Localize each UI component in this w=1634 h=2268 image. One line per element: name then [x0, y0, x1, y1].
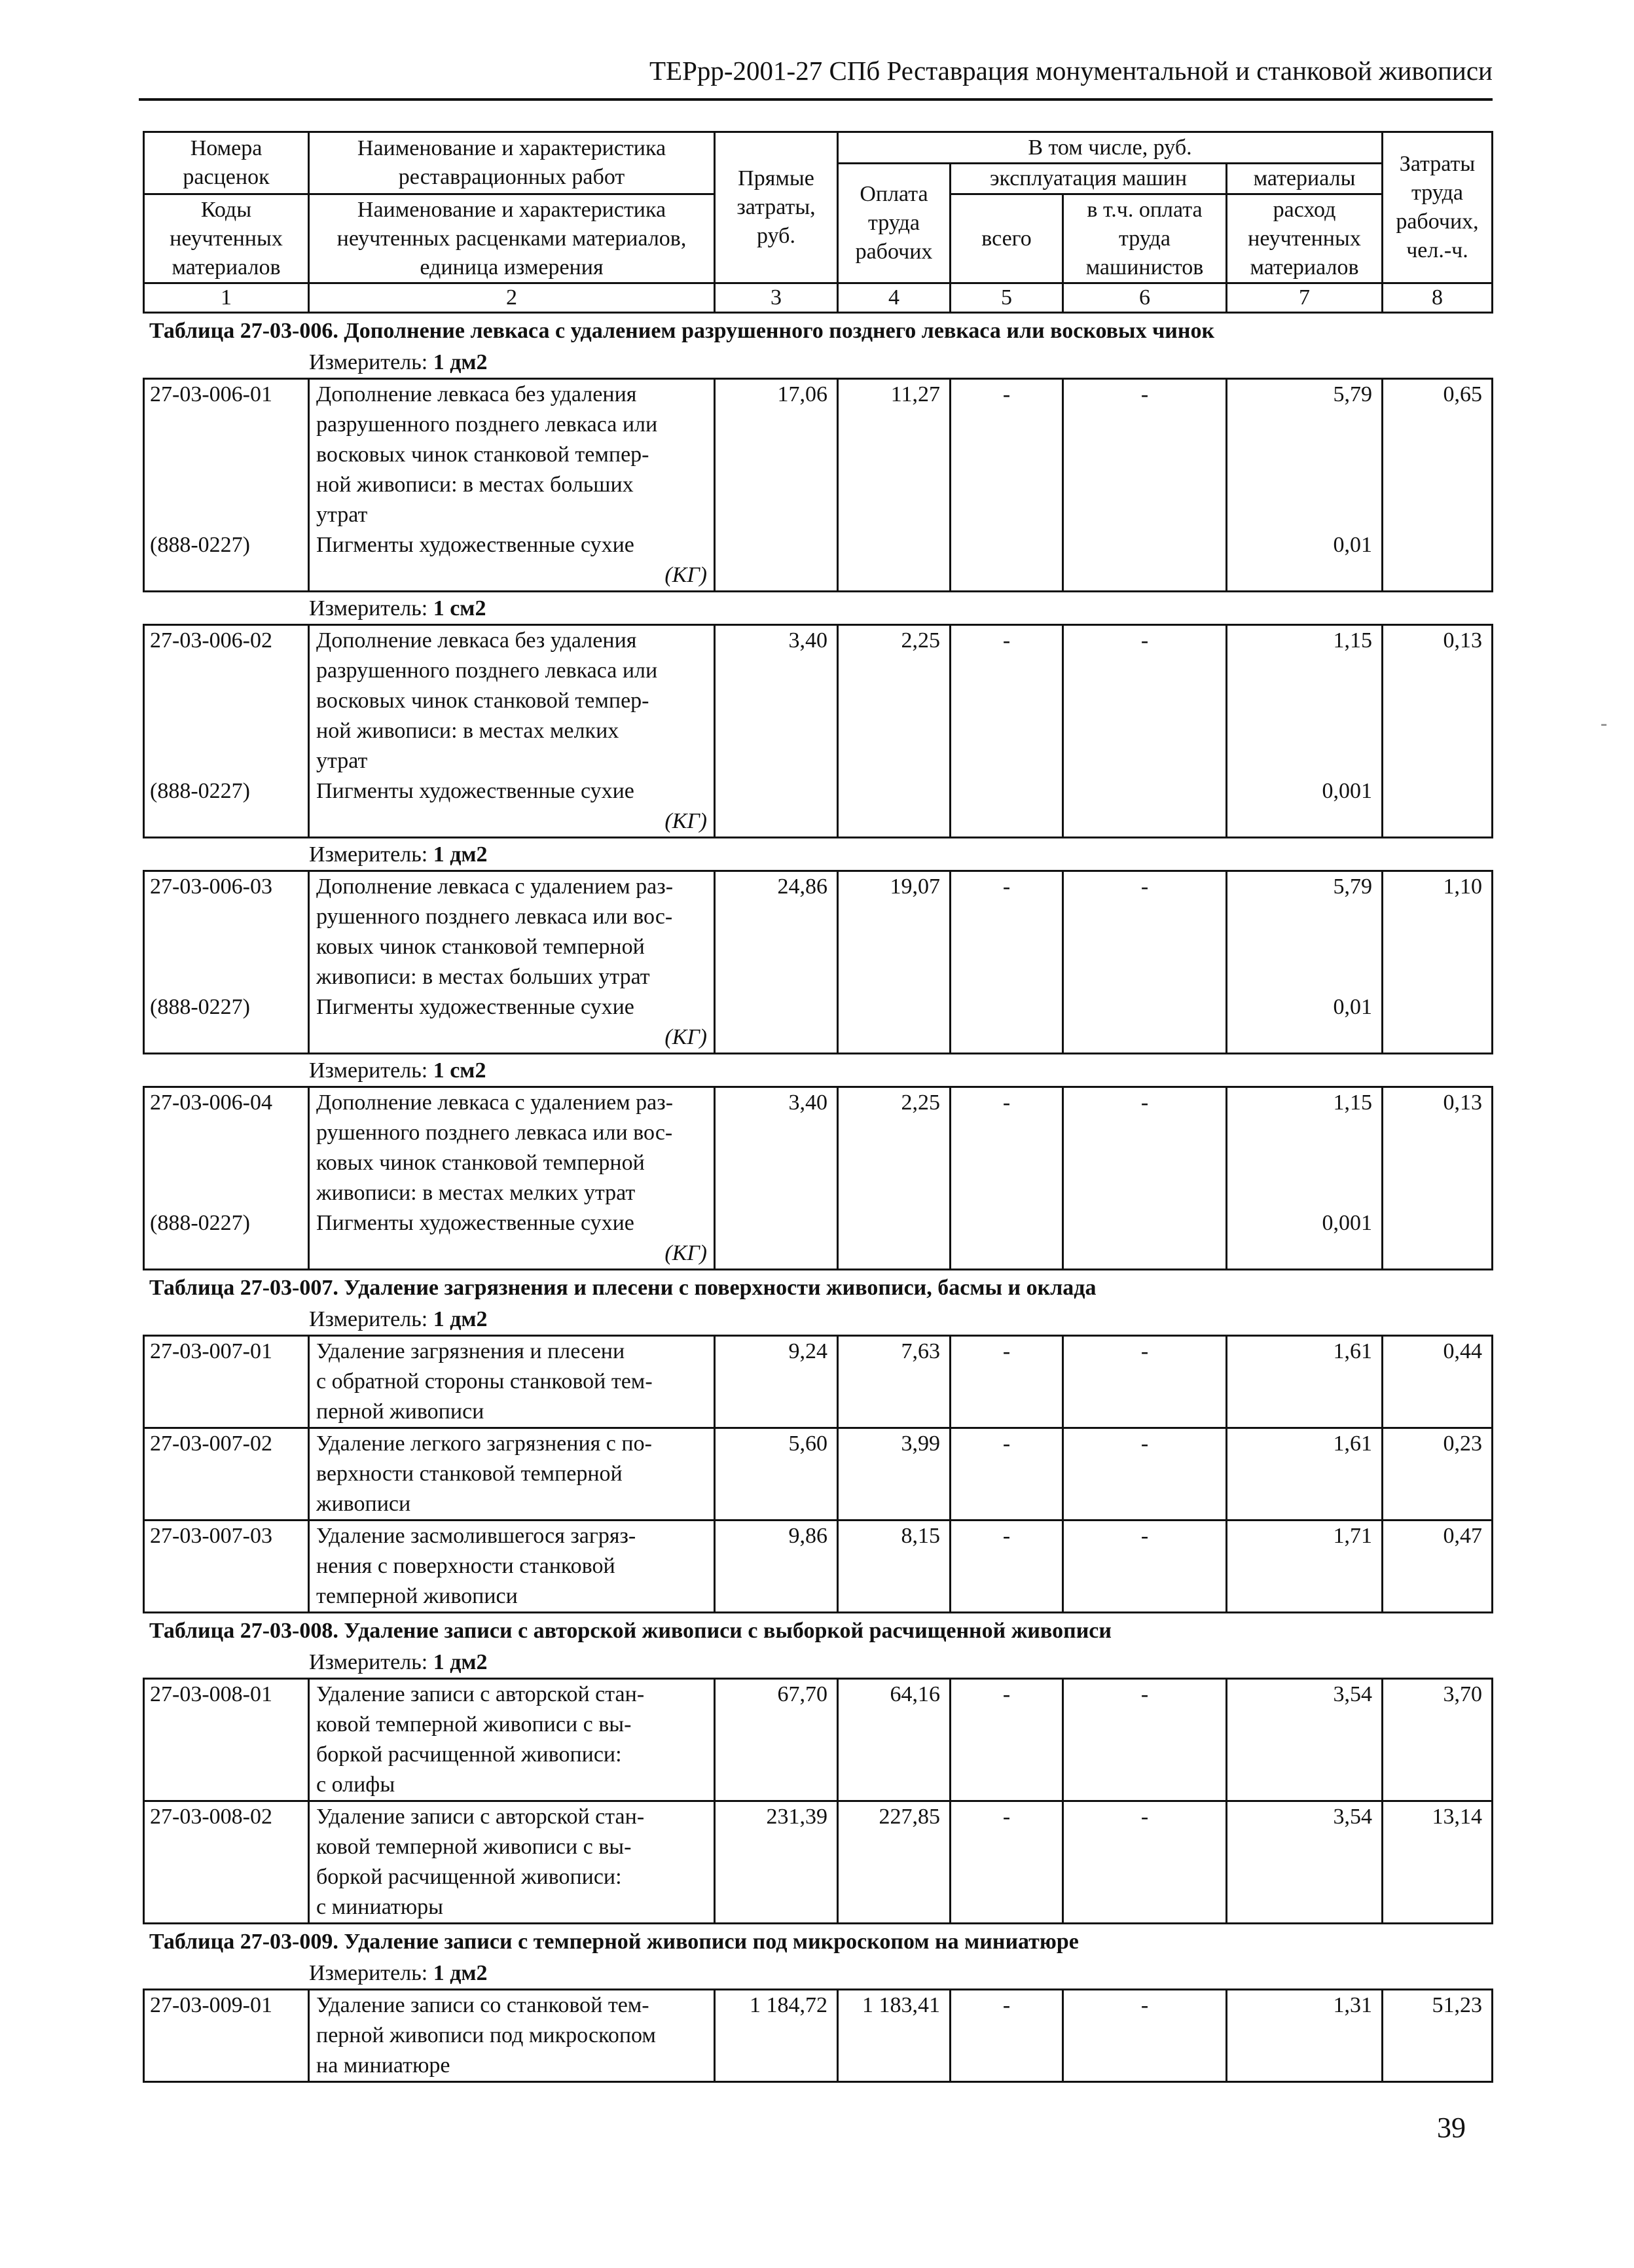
rate-name-line: с олифы: [316, 1773, 395, 1797]
header-labor-costs: Затраты труда рабочих, чел.-ч.: [1383, 132, 1493, 283]
machine-total: [951, 992, 1063, 1054]
rate-name: [309, 1801, 715, 1924]
rate-name-line: живописи: в местах больших утрат: [316, 965, 650, 989]
material-name-text: Пигменты художественные сухие: [316, 995, 634, 1019]
section-title: Таблица 27-03-007. Удаление загрязнения и плесени с поверхности живописи, басмы и оклада: [149, 1276, 1097, 1300]
rate-row: [144, 379, 1493, 531]
col-number: 7: [1227, 283, 1383, 313]
rate-name-line: ной живописи: в местах больших: [316, 473, 634, 497]
rate-code: 27-03-006-02: [144, 625, 309, 777]
rate-code: 27-03-006-04: [144, 1087, 309, 1209]
labor-costs: [1383, 1208, 1493, 1270]
rate-code: 27-03-008-02: [144, 1801, 309, 1924]
materials-cost: 1,15: [1227, 1087, 1383, 1209]
col-number: 3: [715, 283, 838, 313]
rate-name: [309, 1990, 715, 2082]
rate-name: [309, 379, 715, 531]
rates-table: [143, 1335, 1493, 1613]
rate-row: [144, 1990, 1493, 2082]
rates-table: [143, 378, 1493, 592]
machine-incl-pay: [1063, 530, 1227, 592]
materials-cost: 1,61: [1227, 1428, 1383, 1521]
machine-incl-pay: -: [1063, 1087, 1227, 1209]
material-row: [144, 776, 1493, 838]
section-title: Таблица 27-03-006. Дополнение левкаса с удалением разрушенного позднего левкаса или восковых чинок: [149, 319, 1215, 343]
measure-line: [143, 594, 1491, 624]
col-number: 6: [1063, 283, 1227, 313]
header-title: ТЕРрр-2001-27 СПб Реставрация монументальной и станковой живописи: [649, 56, 1493, 86]
rate-code: 27-03-006-03: [144, 871, 309, 993]
material-name: [309, 992, 715, 1054]
material-unit: (КГ): [664, 1241, 707, 1265]
material-name: [309, 776, 715, 838]
material-row: [144, 1208, 1493, 1270]
rate-name-line: темперной живописи: [316, 1584, 518, 1608]
measure-line: [143, 1958, 1491, 1989]
header-codes-unaccounted: Коды неучтенных материалов: [144, 194, 309, 283]
rate-name-line: Дополнение левкаса с удалением раз-: [316, 874, 674, 899]
labor-costs: 3,70: [1383, 1679, 1493, 1801]
col-number: 8: [1383, 283, 1493, 313]
measure-label: Измеритель:: [309, 1058, 428, 1083]
rate-name-line: Удаление записи с авторской стан-: [316, 1682, 645, 1706]
materials-cost: 5,79: [1227, 871, 1383, 993]
material-row: [144, 992, 1493, 1054]
material-unit: (КГ): [664, 563, 707, 587]
direct-costs: 3,40: [715, 1087, 838, 1209]
measure-line: [143, 1305, 1491, 1335]
material-code: (888-0227): [144, 992, 309, 1054]
rate-name-line: Удаление загрязнения и плесени: [316, 1339, 625, 1363]
machine-total: -: [951, 1521, 1063, 1613]
material-name: [309, 1208, 715, 1270]
rate-code: 27-03-007-02: [144, 1428, 309, 1521]
rate-name-line: боркой расчищенной живописи:: [316, 1865, 622, 1889]
header-including: В том числе, руб.: [838, 132, 1383, 164]
rate-name: [309, 1428, 715, 1521]
direct-costs: 9,86: [715, 1521, 838, 1613]
direct-costs: 24,86: [715, 871, 838, 993]
header-machine-ops: эксплуатация машин: [951, 164, 1227, 194]
material-unit: (КГ): [664, 1025, 707, 1049]
rate-name-line: Дополнение левкаса с удалением раз-: [316, 1090, 674, 1115]
rate-row: [144, 1679, 1493, 1801]
labor-costs: 0,13: [1383, 625, 1493, 777]
rate-name-line: рушенного позднего левкаса или вос-: [316, 905, 673, 929]
rate-name-line: Удаление засмолившегося загряз-: [316, 1524, 636, 1548]
document-body: [143, 131, 1491, 2084]
material-qty: 0,01: [1227, 530, 1383, 592]
rate-name-line: восковых чинок станковой темпер-: [316, 689, 649, 713]
labor-costs: 1,10: [1383, 871, 1493, 993]
rate-row: [144, 1087, 1493, 1209]
machine-incl-pay: -: [1063, 1428, 1227, 1521]
labor-pay: 2,25: [838, 1087, 951, 1209]
section-title: Таблица 27-03-009. Удаление записи с темперной живописи под микроскопом на миниатюре: [149, 1930, 1079, 1954]
machine-incl-pay: -: [1063, 625, 1227, 777]
sections-container: [143, 315, 1491, 2083]
header-direct-costs: Прямые затраты, руб.: [715, 132, 838, 283]
margin-mark: [1601, 724, 1607, 726]
labor-pay: [838, 992, 951, 1054]
rate-name-line: Удаление записи со станковой тем-: [316, 1993, 649, 2017]
measure-line: [143, 840, 1491, 870]
rate-code: 27-03-007-01: [144, 1336, 309, 1428]
measure-label: Измеритель:: [309, 596, 428, 621]
labor-pay: 64,16: [838, 1679, 951, 1801]
machine-incl-pay: -: [1063, 379, 1227, 531]
measure-label: Измеритель:: [309, 842, 428, 867]
rate-row: [144, 625, 1493, 777]
material-unit: (КГ): [664, 809, 707, 833]
labor-pay: 3,99: [838, 1428, 951, 1521]
labor-costs: 13,14: [1383, 1801, 1493, 1924]
rate-row: [144, 1521, 1493, 1613]
header-machine-incl-pay: в т.ч. оплата труда машинистов: [1063, 194, 1227, 283]
material-name: [309, 530, 715, 592]
machine-total: [951, 1208, 1063, 1270]
material-qty: 0,01: [1227, 992, 1383, 1054]
rate-name-line: боркой расчищенной живописи:: [316, 1742, 622, 1767]
machine-total: -: [951, 379, 1063, 531]
labor-pay: 8,15: [838, 1521, 951, 1613]
machine-incl-pay: -: [1063, 1801, 1227, 1924]
section-title: Таблица 27-03-008. Удаление записи с авторской живописи с выборкой расчищенной живописи: [149, 1619, 1112, 1643]
header-name-works: Наименование и характеристика реставрационных работ: [309, 132, 715, 194]
measure-value: 1 дм2: [433, 1961, 488, 1985]
rates-table: [143, 1678, 1493, 1924]
machine-total: -: [951, 1679, 1063, 1801]
labor-pay: [838, 776, 951, 838]
labor-pay: 2,25: [838, 625, 951, 777]
labor-costs: 0,65: [1383, 379, 1493, 531]
material-code: (888-0227): [144, 1208, 309, 1270]
measure-value: 1 дм2: [433, 842, 488, 867]
labor-costs: [1383, 530, 1493, 592]
labor-costs: 0,44: [1383, 1336, 1493, 1428]
measure-label: Измеритель:: [309, 350, 428, 374]
machine-incl-pay: -: [1063, 871, 1227, 993]
measure-value: 1 дм2: [433, 350, 488, 374]
labor-costs: 51,23: [1383, 1990, 1493, 2082]
rate-name-line: нения с поверхности станковой: [316, 1554, 615, 1578]
machine-total: -: [951, 1801, 1063, 1924]
measure-value: 1 см2: [433, 596, 486, 621]
labor-pay: 1 183,41: [838, 1990, 951, 2082]
header-name-unaccounted: Наименование и характеристика неучтенных расценками материалов, единица измерения: [309, 194, 715, 283]
machine-incl-pay: -: [1063, 1679, 1227, 1801]
col-number: 4: [838, 283, 951, 313]
labor-pay: 7,63: [838, 1336, 951, 1428]
machine-incl-pay: [1063, 992, 1227, 1054]
rate-name-line: перной живописи: [316, 1399, 484, 1424]
rate-name-line: Дополнение левкаса без удаления: [316, 628, 637, 653]
measure-line: [143, 348, 1491, 378]
rate-name-line: разрушенного позднего левкаса или: [316, 658, 658, 683]
labor-costs: [1383, 776, 1493, 838]
measure-value: 1 дм2: [433, 1650, 488, 1674]
col-number: 1: [144, 283, 309, 313]
rate-name: [309, 1336, 715, 1428]
machine-total: -: [951, 1087, 1063, 1209]
header-num-codes: Номера расценок: [144, 132, 309, 194]
machine-total: -: [951, 1990, 1063, 2082]
rates-table: [143, 1989, 1493, 2083]
rate-name-line: ковых чинок станковой темперной: [316, 1151, 645, 1175]
machine-total: [951, 776, 1063, 838]
machine-total: -: [951, 625, 1063, 777]
measure-value: 1 дм2: [433, 1307, 488, 1331]
rate-name: [309, 1679, 715, 1801]
direct-costs: 17,06: [715, 379, 838, 531]
material-name-text: Пигменты художественные сухие: [316, 779, 634, 803]
labor-pay: 19,07: [838, 871, 951, 993]
measure-label: Измеритель:: [309, 1961, 428, 1985]
materials-cost: 1,31: [1227, 1990, 1383, 2082]
machine-total: [951, 530, 1063, 592]
machine-total: -: [951, 1336, 1063, 1428]
header-materials: материалы: [1227, 164, 1383, 194]
rate-name-line: Удаление легкого загрязнения с по-: [316, 1431, 652, 1456]
rate-name-line: с обратной стороны станковой тем-: [316, 1369, 653, 1394]
materials-cost: 3,54: [1227, 1801, 1383, 1924]
col-number: 2: [309, 283, 715, 313]
materials-cost: 3,54: [1227, 1679, 1383, 1801]
rate-row: [144, 1801, 1493, 1924]
materials-cost: 1,61: [1227, 1336, 1383, 1428]
materials-cost: 1,15: [1227, 625, 1383, 777]
measure-label: Измеритель:: [309, 1650, 428, 1674]
direct-costs: 3,40: [715, 625, 838, 777]
measure-value: 1 см2: [433, 1058, 486, 1083]
rate-name: [309, 625, 715, 777]
rate-row: [144, 871, 1493, 993]
measure-line: [143, 1647, 1491, 1678]
rate-name: [309, 871, 715, 993]
rate-name-line: ковой темперной живописи с вы-: [316, 1712, 632, 1737]
rate-code: 27-03-008-01: [144, 1679, 309, 1801]
machine-incl-pay: -: [1063, 1990, 1227, 2082]
rate-name-line: рушенного позднего левкаса или вос-: [316, 1121, 673, 1145]
material-qty: 0,001: [1227, 1208, 1383, 1270]
direct-costs: 231,39: [715, 1801, 838, 1924]
col-number: 5: [951, 283, 1063, 313]
rate-name-line: на миниатюре: [316, 2053, 450, 2078]
rate-name-line: живописи: в местах мелких утрат: [316, 1181, 636, 1205]
material-code: (888-0227): [144, 530, 309, 592]
measure-label: Измеритель:: [309, 1307, 428, 1331]
rate-name-line: ной живописи: в местах мелких: [316, 719, 619, 743]
rate-row: [144, 1336, 1493, 1428]
labor-pay: 11,27: [838, 379, 951, 531]
page-header: [139, 51, 1493, 101]
rates-table: [143, 1086, 1493, 1270]
labor-costs: [1383, 992, 1493, 1054]
rate-name-line: Дополнение левкаса без удаления: [316, 382, 637, 406]
direct-costs: 1 184,72: [715, 1990, 838, 2082]
rate-name-line: ковой темперной живописи с вы-: [316, 1835, 632, 1859]
materials-cost: 5,79: [1227, 379, 1383, 531]
material-code: (888-0227): [144, 776, 309, 838]
rate-name-line: восковых чинок станковой темпер-: [316, 442, 649, 467]
rate-name-line: ковых чинок станковой темперной: [316, 935, 645, 959]
direct-costs: [715, 1208, 838, 1270]
direct-costs: [715, 530, 838, 592]
material-name-text: Пигменты художественные сухие: [316, 533, 634, 557]
materials-cost: 1,71: [1227, 1521, 1383, 1613]
direct-costs: 67,70: [715, 1679, 838, 1801]
direct-costs: [715, 992, 838, 1054]
header-labor-pay: Оплата труда рабочих: [838, 164, 951, 283]
rate-code: 27-03-007-03: [144, 1521, 309, 1613]
labor-costs: 0,23: [1383, 1428, 1493, 1521]
material-qty: 0,001: [1227, 776, 1383, 838]
labor-costs: 0,47: [1383, 1521, 1493, 1613]
labor-pay: [838, 530, 951, 592]
rate-name-line: верхности станковой темперной: [316, 1462, 623, 1486]
machine-total: -: [951, 1428, 1063, 1521]
measure-line: [143, 1056, 1491, 1086]
rates-table: [143, 870, 1493, 1054]
direct-costs: 5,60: [715, 1428, 838, 1521]
rates-table: [143, 624, 1493, 838]
column-header-table: [143, 131, 1493, 314]
machine-incl-pay: [1063, 776, 1227, 838]
labor-pay: [838, 1208, 951, 1270]
rate-name-line: разрушенного позднего левкаса или: [316, 412, 658, 437]
labor-costs: 0,13: [1383, 1087, 1493, 1209]
header-materials-usage: расход неучтенных материалов: [1227, 194, 1383, 283]
labor-pay: 227,85: [838, 1801, 951, 1924]
rate-name-line: перной живописи под микроскопом: [316, 2023, 656, 2047]
material-name-text: Пигменты художественные сухие: [316, 1211, 634, 1235]
machine-incl-pay: [1063, 1208, 1227, 1270]
machine-incl-pay: -: [1063, 1521, 1227, 1613]
material-row: [144, 530, 1493, 592]
machine-incl-pay: -: [1063, 1336, 1227, 1428]
rate-name-line: с миниатюры: [316, 1895, 444, 1919]
machine-total: -: [951, 871, 1063, 993]
rate-name: [309, 1087, 715, 1209]
rate-name-line: живописи: [316, 1492, 411, 1516]
header-machine-total: всего: [951, 194, 1063, 283]
rate-name-line: утрат: [316, 749, 368, 773]
rate-name: [309, 1521, 715, 1613]
rate-code: 27-03-006-01: [144, 379, 309, 531]
rate-row: [144, 1428, 1493, 1521]
rate-name-line: Удаление записи с авторской стан-: [316, 1805, 645, 1829]
rate-name-line: утрат: [316, 503, 368, 527]
page-number: 39: [1437, 2112, 1466, 2144]
rate-code: 27-03-009-01: [144, 1990, 309, 2082]
direct-costs: [715, 776, 838, 838]
direct-costs: 9,24: [715, 1336, 838, 1428]
